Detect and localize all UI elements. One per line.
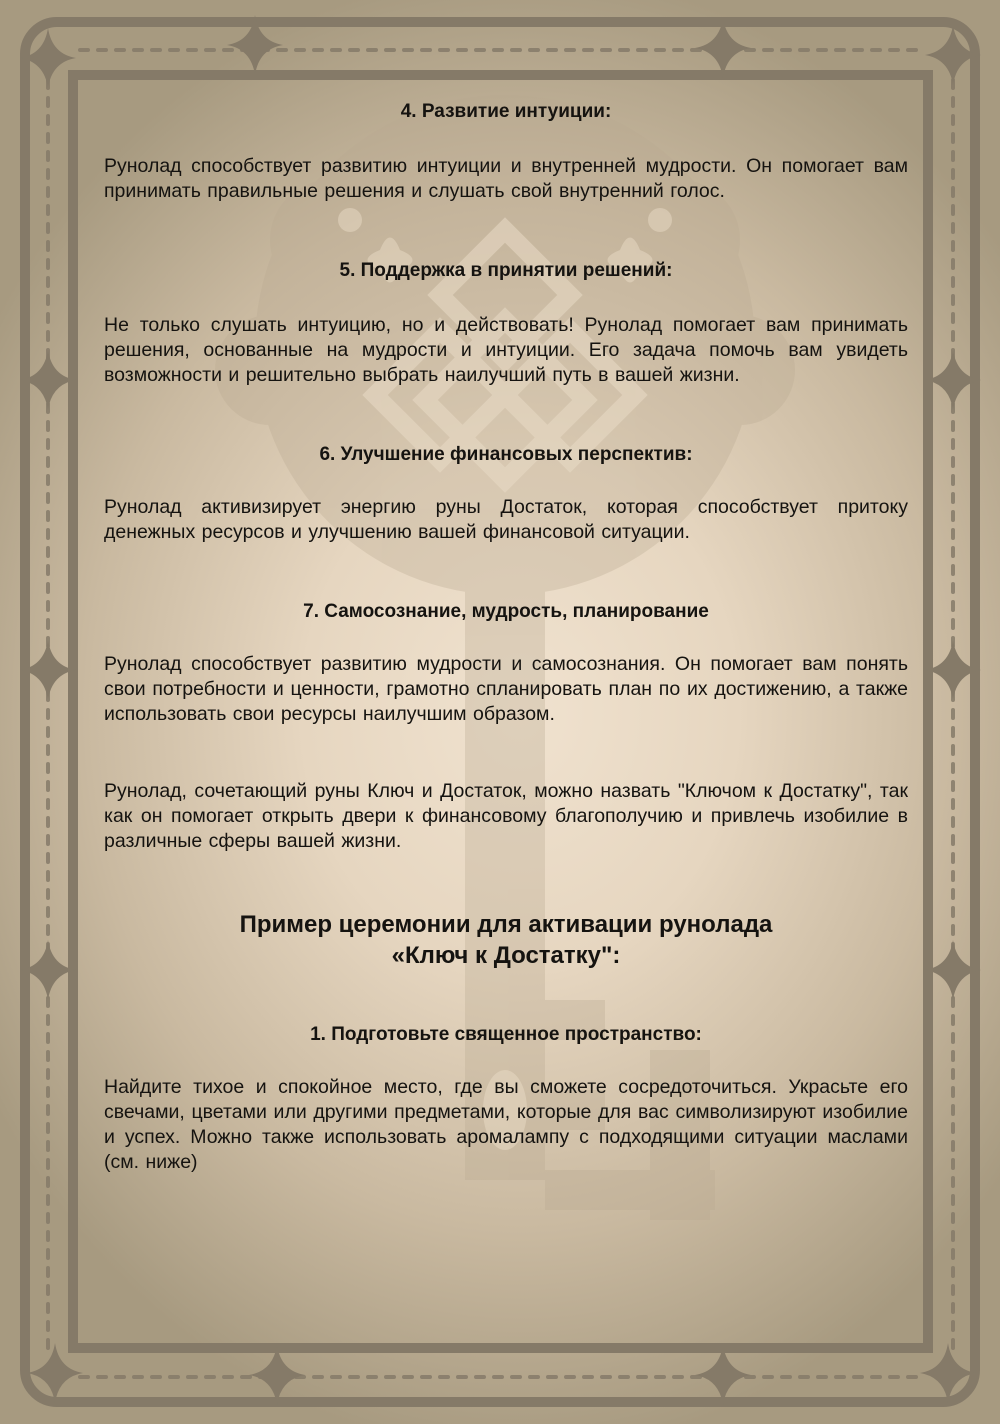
section-body: Не только слушать интуицию, но и действовать! Рунолад помогает вам принимать решения, основанные на мудрости и интуиции. Его задача помочь вам увидеть возможности и решительно выбрать наилучший путь в вашей жизни. (104, 314, 908, 386)
section-heading: 6. Улучшение финансовых перспектив: (319, 444, 693, 465)
section-heading: 7. Самосознание, мудрость, планирование (303, 601, 709, 622)
section-body: Рунолад способствует развитию интуиции и внутренней мудрости. Он помогает вам принимать правильные решения и слушать свой внутренний голос. (104, 155, 908, 202)
ceremony-title-line2: «Ключ к Достатку": (391, 942, 621, 969)
summary-paragraph: Рунолад, сочетающий руны Ключ и Достаток, можно назвать "Ключом к Достатку", так как он помогает открыть двери к финансовому благополучию и привлечь изобилие в различные сферы вашей жизни. (104, 780, 908, 852)
step-body: Найдите тихое и спокойное место, где вы сможете сосредоточиться. Украсьте его свечами, цветами или другими предметами, которые для вас символизируют изобилие и успех. Можно также использовать аромалампу с подходящими ситуации маслами (см. ниже) (104, 1076, 908, 1173)
section-body: Рунолад способствует развитию мудрости и самосознания. Он помогает вам понять свои потребности и ценности, грамотно спланировать план по их достижению, а также использовать свои ресурсы наилучшим образом. (104, 653, 908, 725)
section-body: Рунолад активизирует энергию руны Достаток, которая способствует притоку денежных ресурсов и улучшению вашей финансовой ситуации. (104, 496, 908, 543)
ceremony-title-line1: Пример церемонии для активации рунолада (239, 911, 773, 938)
document-content (104, 100, 908, 1175)
section-heading: 4. Развитие интуиции: (400, 101, 612, 122)
step-heading: 1. Подготовьте священное пространство: (310, 1024, 702, 1045)
section-heading: 5. Поддержка в принятии решений: (339, 260, 673, 281)
